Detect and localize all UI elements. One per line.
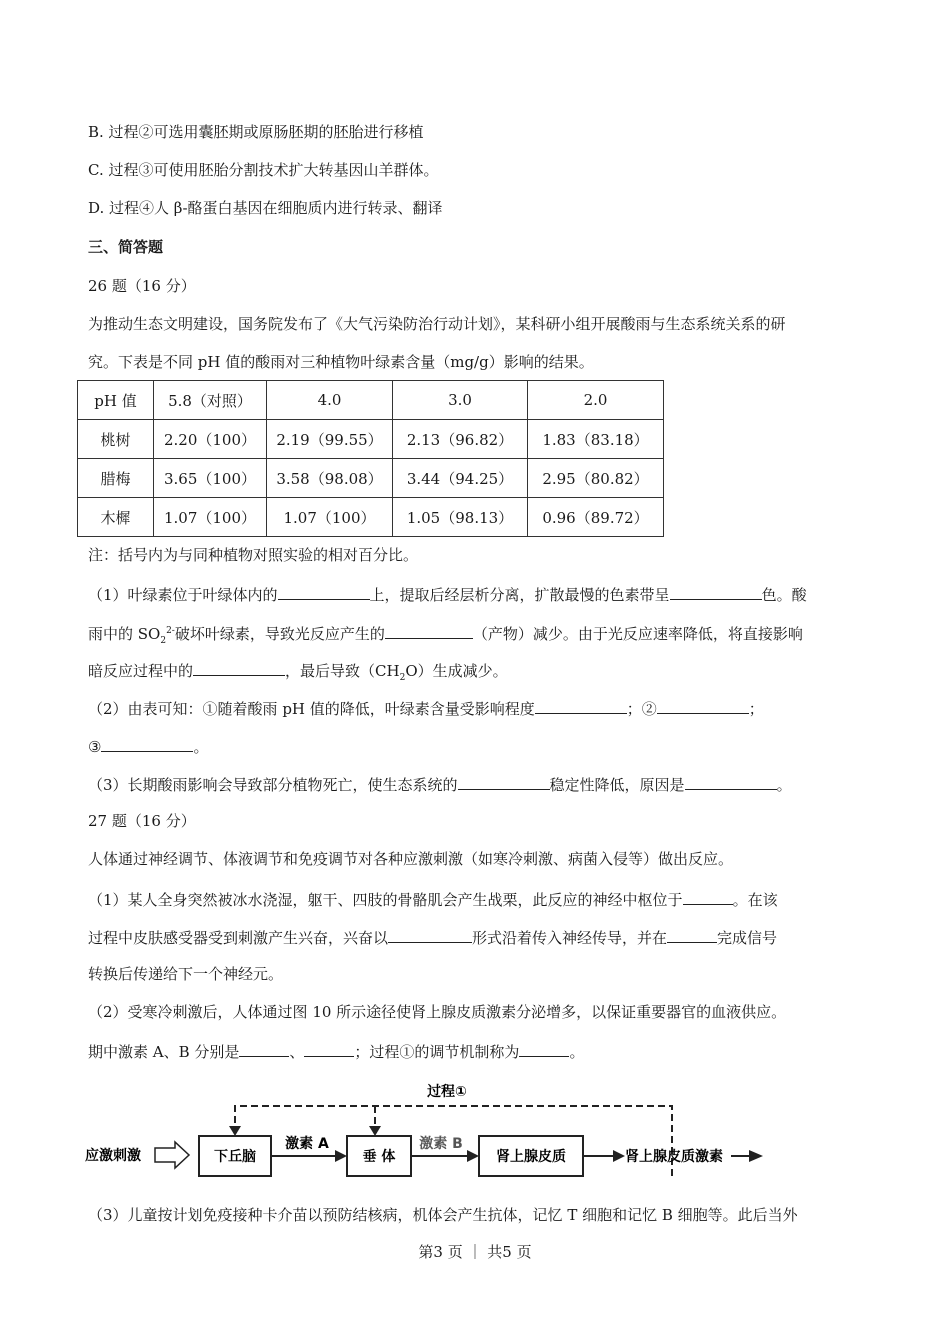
q27-part3-line1: （3）儿童按计划免疫接种卡介苗以预防结核病，机体会产生抗体，记忆 T 细胞和记忆 B 细胞等。此后当外 — [88, 1206, 798, 1224]
answer-blank — [683, 888, 733, 905]
q26-part1-line1 — [88, 583, 807, 605]
table-cell: 桃树 — [78, 420, 154, 459]
text: 雨中的 SO — [88, 625, 161, 643]
text: （产物）减少。由于光反应速率降低，将直接影响 — [472, 625, 803, 643]
text: 上，提取后经层析分离，扩散最慢的色素带呈 — [369, 586, 670, 604]
text: 期中激素 A、B 分别是 — [88, 1043, 240, 1061]
q26-intro-2: 究。下表是不同 pH 值的酸雨对三种植物叶绿素含量（mg/g）影响的结果。 — [88, 353, 594, 371]
text: ；② — [626, 700, 657, 718]
table-cell: 3.44（94.25） — [393, 459, 528, 498]
hormone-a-label: 激素 A — [285, 1136, 329, 1152]
subscript: 2 — [399, 673, 406, 683]
answer-blank — [239, 1040, 289, 1057]
text: ，最后导致（CH — [285, 662, 400, 680]
table-header-cell: 2.0 — [528, 381, 664, 420]
adrenal-hormone-label: 肾上腺皮质激素 — [625, 1149, 723, 1165]
table-header-cell: 5.8（对照） — [154, 381, 267, 420]
answer-blank — [278, 583, 370, 600]
arrowhead — [749, 1150, 763, 1162]
text: （2）由表可知：①随着酸雨 pH 值的降低，叶绿素含量受影响程度 — [88, 700, 535, 718]
text: 色。酸 — [761, 586, 807, 604]
table-cell: 1.07（100） — [267, 498, 393, 537]
text: 过程中皮肤感受器受到刺激产生兴奋，兴奋以 — [88, 929, 389, 947]
q26-part1-line2 — [88, 621, 803, 651]
answer-blank — [657, 697, 749, 714]
q26-intro-1: 为推动生态文明建设，国务院发布了《大气污染防治行动计划》，某科研小组开展酸雨与生态系统关系的研 — [88, 315, 786, 333]
text: 。 — [776, 776, 792, 794]
table-cell: 2.13（96.82） — [393, 420, 528, 459]
q27-part2-line2 — [88, 1040, 584, 1062]
q26-part1-line3 — [88, 659, 508, 688]
table-cell: 木樨 — [78, 498, 154, 537]
table-cell: 2.19（99.55） — [267, 420, 393, 459]
hormone-pathway-diagram — [85, 1078, 785, 1188]
answer-blank — [667, 926, 717, 943]
answer-blank — [670, 583, 762, 600]
q26-header: 26 题（16 分） — [88, 277, 196, 295]
table-cell: 腊梅 — [78, 459, 154, 498]
text: （1）某人全身突然被冰水浇湿，躯干、四肢的骨骼肌会产生战栗，此反应的神经中枢位于 — [88, 891, 683, 909]
subscript: 2 — [160, 636, 167, 646]
chlorophyll-table — [77, 380, 664, 537]
q27-part1-line2 — [88, 926, 777, 948]
answer-blank — [193, 659, 285, 676]
table-cell: 3.65（100） — [154, 459, 267, 498]
section-title: 三、简答题 — [88, 238, 164, 256]
text: 稳定性降低，原因是 — [549, 776, 685, 794]
answer-blank — [458, 773, 550, 790]
q26-note: 注：括号内为与同种植物对照实验的相对百分比。 — [88, 546, 419, 564]
answer-blank — [519, 1040, 569, 1057]
q27-header: 27 题（16 分） — [88, 812, 196, 830]
hypothalamus-label: 下丘脑 — [214, 1149, 256, 1165]
table-cell: 0.96（89.72） — [528, 498, 664, 537]
text: 。在该 — [732, 891, 778, 909]
table-header-row — [78, 381, 664, 420]
table-cell: 2.95（80.82） — [528, 459, 664, 498]
text: ；过程①的调节机制称为 — [354, 1043, 520, 1061]
answer-blank — [101, 735, 193, 752]
text: 。 — [569, 1043, 585, 1061]
text: 形式沿着传入神经传导，并在 — [472, 929, 668, 947]
text: （1）叶绿素位于叶绿体内的 — [88, 586, 278, 604]
q27-part2-line1: （2）受寒冷刺激后，人体通过图 10 所示途径使肾上腺皮质激素分泌增多，以保证重要器官的血液供应。 — [88, 1003, 787, 1021]
text: ； — [748, 700, 764, 718]
text: 完成信号 — [717, 929, 778, 947]
option-b: B. 过程②可选用囊胚期或原肠胚期的胚胎进行移植 — [88, 123, 424, 141]
answer-blank — [535, 697, 627, 714]
text: 。 — [193, 738, 209, 756]
arrowhead — [613, 1150, 625, 1162]
adrenal-cortex-label: 肾上腺皮质 — [496, 1149, 566, 1165]
table-row — [78, 420, 664, 459]
table-row — [78, 498, 664, 537]
answer-blank — [385, 622, 473, 639]
q26-part3 — [88, 773, 792, 795]
text: 暗反应过程中的 — [88, 662, 194, 680]
q27-part1-line3: 转换后传递给下一个神经元。 — [88, 965, 284, 983]
table-cell: 1.05（98.13） — [393, 498, 528, 537]
stimulus-label: 应激刺激 — [85, 1148, 141, 1164]
text: 破坏叶绿素，导致光反应产生的 — [174, 625, 385, 643]
superscript: 2- — [166, 626, 175, 636]
table-cell: 1.07（100） — [154, 498, 267, 537]
arrowhead — [229, 1126, 241, 1136]
text: O）生成减少。 — [405, 662, 508, 680]
option-c: C. 过程③可使用胚胎分割技术扩大转基因山羊群体。 — [88, 161, 439, 179]
table-cell: 3.58（98.08） — [267, 459, 393, 498]
text: （3）长期酸雨影响会导致部分植物死亡，使生态系统的 — [88, 776, 458, 794]
option-d: D. 过程④人 β-酪蛋白基因在细胞质内进行转录、翻译 — [88, 199, 443, 217]
q26-part2-line1 — [88, 697, 764, 719]
table-header-cell: 3.0 — [393, 381, 528, 420]
answer-blank — [388, 926, 472, 943]
q27-intro: 人体通过神经调节、体液调节和免疫调节对各种应激刺激（如寒冷刺激、病菌入侵等）做出反应。 — [88, 850, 734, 868]
table-cell: 2.20（100） — [154, 420, 267, 459]
q26-part2-line2 — [88, 735, 208, 757]
answer-blank — [685, 773, 777, 790]
feedback-label: 过程① — [427, 1084, 467, 1100]
table-header-cell: 4.0 — [267, 381, 393, 420]
table-row — [78, 459, 664, 498]
q27-part1-line1 — [88, 888, 778, 910]
arrowhead — [467, 1150, 479, 1162]
text: ③ — [88, 738, 102, 756]
pituitary-label: 垂 体 — [362, 1149, 396, 1165]
table-cell: 1.83（83.18） — [528, 420, 664, 459]
hollow-arrow — [155, 1142, 189, 1168]
table-header-cell: pH 值 — [78, 381, 154, 420]
arrowhead — [335, 1150, 347, 1162]
answer-blank — [304, 1040, 354, 1057]
text: 、 — [289, 1043, 305, 1061]
page-footer: 第3 页 ｜ 共5 页 — [418, 1243, 532, 1261]
hormone-b-label: 激素 B — [419, 1136, 463, 1152]
arrowhead — [369, 1126, 381, 1136]
